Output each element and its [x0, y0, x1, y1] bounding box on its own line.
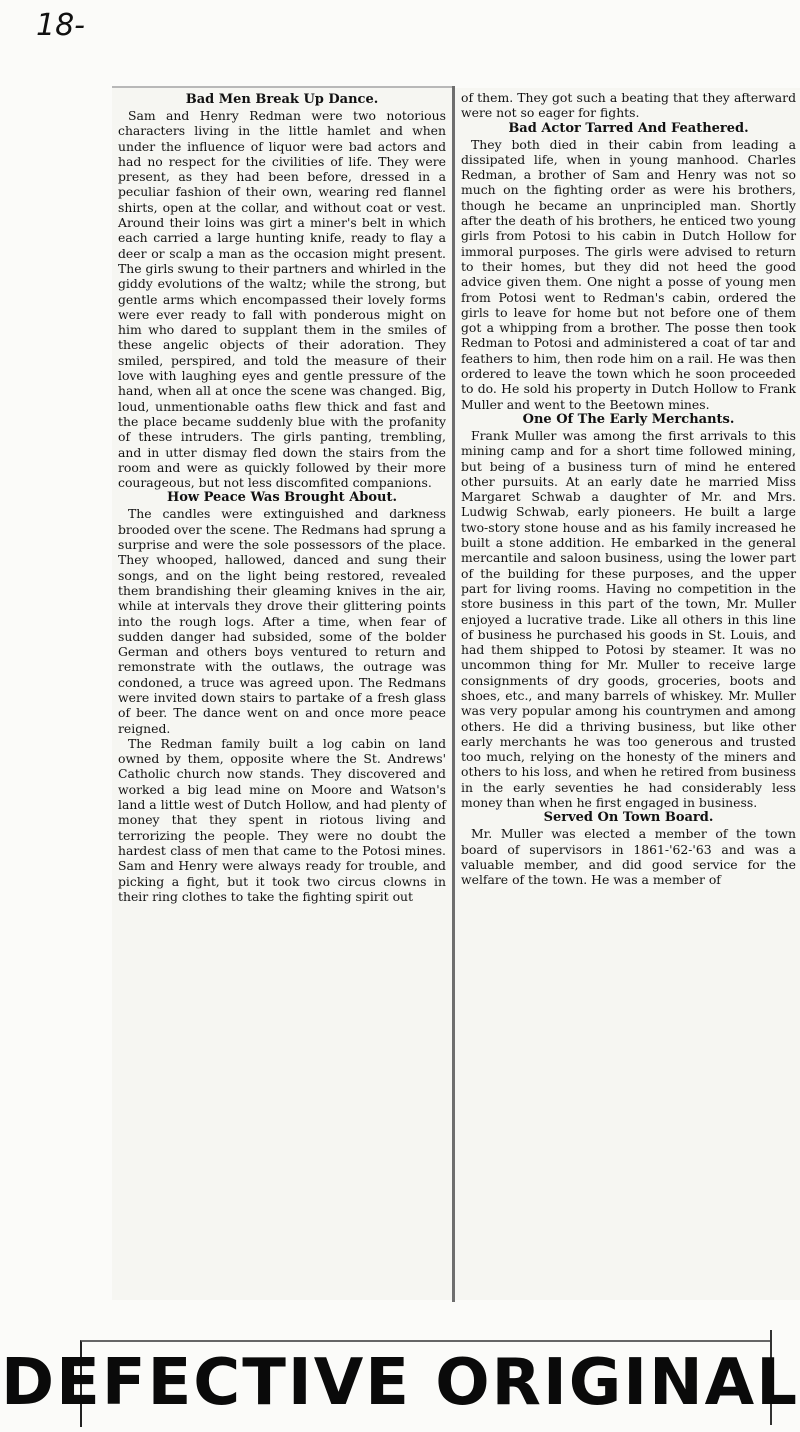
section-heading: Bad Actor Tarred And Feathered. — [508, 120, 749, 136]
continued-text: of them. They got such a beating that they afterward were not so eager for fights. — [461, 90, 796, 121]
section-heading: Served On Town Board. — [543, 810, 714, 826]
defective-original-banner: DEFECTIVE ORIGINAL — [1, 1346, 799, 1420]
article-paragraph: Frank Muller was among the first arrivals to this mining camp and for a short time followed mining, but being of a business turn of mind he entered other pursuits. At an early date he married Miss Margaret Schwab a daughter of Mr. and Mrs. Ludwig Schwab, early pioneers. He built a large two-story stone house and as his family increased he built a stone addition. He embarked in the general mercantile and saloon business, using the lower part of the building for these purposes, and the upper part for living rooms. Having no competition in the store business in this part of the town, Mr. Muller enjoyed a lucrative trade. Like all others in this line of business he purchased his goods in St. Louis, and had them shipped to Potosi by steamer. It was no uncommon thing for Mr. Muller to receive large consignments of dry goods, groceries, boots and shoes, etc., and many barrels of whiskey. Mr. Muller was very popular among his countrymen and among others. He did a thriving business, but like other early merchants he was too generous and trusted too much, relying on the honesty of the miners and others to his loss, and when he retired from business in the early seventies he had considerably less money than when he first engaged in business. — [461, 427, 796, 811]
section-heading: How Peace Was Brought About. — [166, 490, 398, 506]
article-paragraph: Sam and Henry Redman were two notorious characters living in the little hamlet and when under the influence of liquor were bad actors and had no respect for the civilities of life. They were present, as they had been before, dressed in a peculiar fashion of their own, wearing red flannel shirts, open at the collar, and without coat or vest. Around their loins was girt a miner's belt in which each carried a large hunting knife, ready to flay a deer or scalp a man as the occasion might present. The girls swung to their partners and whirled in the giddy evolutions of the waltz; while the strong, but gentle arms which encompassed their lovely forms were ever ready to fall with ponderous might on him who dared to supplant them in the smiles of these angelic objects of their adoration. They smiled, perspired, and told the measure of their love with laughing eyes and gentle pressure of the hand, when all at once the scene was changed. Big, loud, unmentionable oaths flew thick and fast and the place became suddenly blue with the profanity of these intruders. The girls panting, trembling, and in utter dismay fled down the stairs from the room and were as quickly followed by their more courageous, but not less discomfited companions. — [118, 108, 446, 491]
article-paragraph: They both died in their cabin from leading a dissipated life, when in young manhood. Charles Redman, a brother of Sam and Henry was not so much on the fighting order as were his brothers, though he became an unprincipled man. Shortly after the death of his brothers, he enticed two young girls from Potosi to his cabin in Dutch Hollow for immoral purposes. The girls were advised to return to their homes, but they did not heed the good advice given them. One night a posse of young men from Potosi went to Redman's cabin, ordered the girls to leave for home but not before one of them got a whipping from a brother. The posse then took Redman to Potosi and administered a coat of tar and feathers to him, then rode him on a rail. He was then ordered to leave the town which he soon proceeded to do. He sold his property in Dutch Hollow to Frank Muller and went to the Beetown mines. — [461, 136, 796, 412]
right-clipping — [455, 88, 800, 1300]
left-clipping — [112, 88, 452, 1300]
left-column — [112, 88, 452, 904]
right-column — [455, 88, 800, 888]
section-heading: One Of The Early Merchants. — [522, 411, 735, 427]
article-paragraph: The Redman family built a log cabin on land owned by them, opposite where the St. Andrews' Catholic church now stands. They discovered and worked a big lead mine on Moore and Watson's land a little west of Dutch Hollow, and had plenty of money that they spent in riotous living and terrorizing the people. They were no doubt the hardest class of men that came to the Potosi mines. Sam and Henry were always ready for trouble, and picking a fight, but it took two circus clowns in their ring clothes to take the fighting spirit out — [118, 735, 446, 904]
article-paragraph: Mr. Muller was elected a member of the town board of supervisors in 1861-'62-'63 and was a valuable member, and did good service for the welfare of the town. He was a member of — [461, 826, 796, 888]
section-heading: Bad Men Break Up Dance. — [185, 92, 379, 107]
article-paragraph: The candles were extinguished and darkness brooded over the scene. The Redmans had sprung a surprise and were the sole possessors of the place. They whooped, hallowed, danced and sung their songs, and on the light being restored, revealed them brandishing their gleaming knives in the air, while at intervals they drove their glittering points into the rough logs. After a time, when fear of sudden danger had subsided, some of the bolder German and others boys ventured to return and remonstrate with the outlaws, the outrage was condoned, a truce was agreed upon. The Redmans were invited down stairs to partake of a fresh glass of beer. The dance went on and once more peace reigned. — [118, 506, 446, 736]
page-number: 18- — [36, 8, 85, 43]
